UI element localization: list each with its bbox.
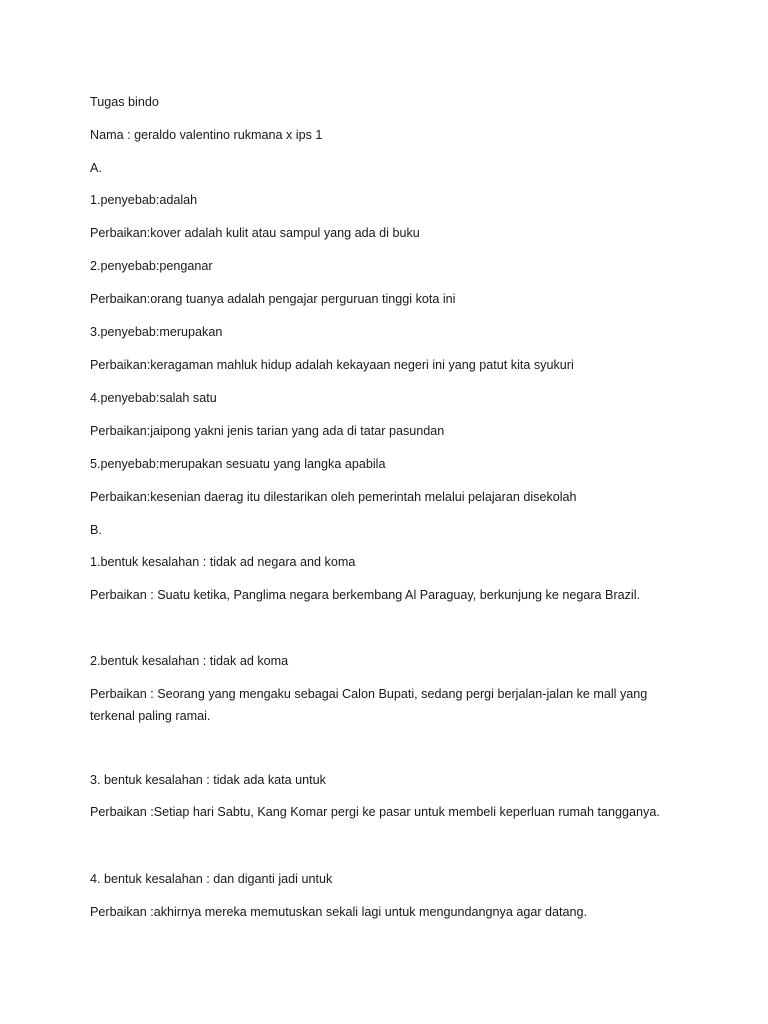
section-b-fix-4: Perbaikan :akhirnya mereka memutuskan sekali lagi untuk mengundangnya agar datang. [90,905,588,919]
section-a-cause-5: 5.penyebab:merupakan sesuatu yang langka apabila [90,457,386,471]
section-a-label: A. [90,161,102,175]
section-a-cause-1: 1.penyebab:adalah [90,193,198,207]
section-b-error-2: 2.bentuk kesalahan : tidak ad koma [90,654,289,668]
student-name-line: Nama : geraldo valentino rukmana x ips 1 [90,128,323,142]
section-a-fix-2: Perbaikan:orang tuanya adalah pengajar perguruan tinggi kota ini [90,292,456,306]
section-a-fix-5: Perbaikan:kesenian daerag itu dilestarikan oleh pemerintah melalui pelajaran disekolah [90,490,577,504]
section-b-fix-3: Perbaikan :Setiap hari Sabtu, Kang Komar pergi ke pasar untuk membeli keperluan rumah tangganya. [90,805,660,819]
section-b-fix-2-line-2: terkenal paling ramai. [90,709,211,723]
section-a-cause-3: 3.penyebab:merupakan [90,325,223,339]
section-b-error-3: 3. bentuk kesalahan : tidak ada kata untuk [90,773,326,787]
section-a-cause-4: 4.penyebab:salah satu [90,391,217,405]
section-b-error-1: 1.bentuk kesalahan : tidak ad negara and koma [90,555,356,569]
section-a-cause-2: 2.penyebab:penganar [90,259,213,273]
section-b-error-4: 4. bentuk kesalahan : dan diganti jadi untuk [90,872,333,886]
section-b-label: B. [90,523,102,537]
document-title: Tugas bindo [90,95,159,109]
section-a-fix-3: Perbaikan:keragaman mahluk hidup adalah kekayaan negeri ini yang patut kita syukuri [90,358,574,372]
section-b-fix-2-line-1: Perbaikan : Seorang yang mengaku sebagai Calon Bupati, sedang pergi berjalan-jalan ke mall yang [90,687,648,701]
section-a-fix-4: Perbaikan:jaipong yakni jenis tarian yang ada di tatar pasundan [90,424,445,438]
section-a-fix-1: Perbaikan:kover adalah kulit atau sampul yang ada di buku [90,226,420,240]
section-b-fix-1: Perbaikan : Suatu ketika, Panglima negara berkembang Al Paraguay, berkunjung ke negara Brazil. [90,588,641,602]
